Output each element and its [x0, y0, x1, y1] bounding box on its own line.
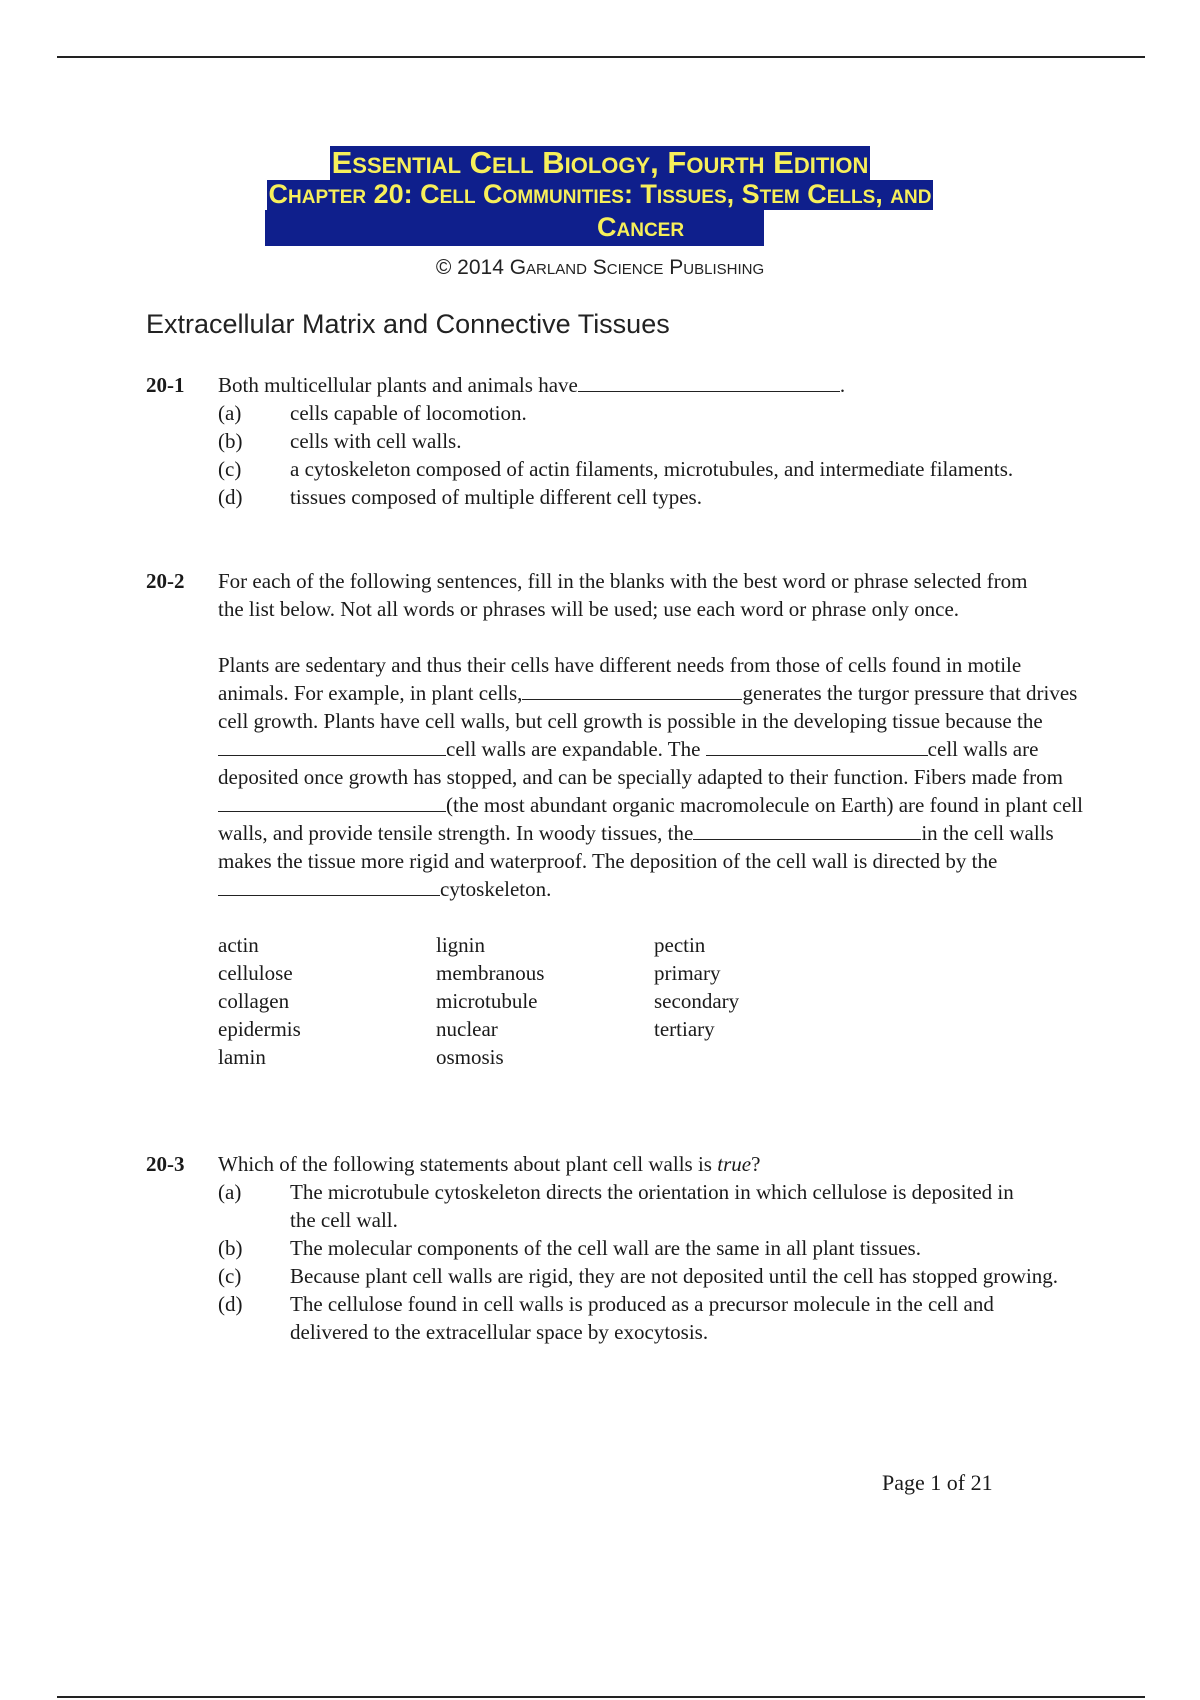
question-stem: Which of the following statements about plant cell walls is true? — [218, 1152, 761, 1176]
word-bank-item: tertiary — [654, 1017, 715, 1041]
option-b: (b) cells with cell walls. — [218, 429, 462, 453]
chapter-title-line3: Cancer — [597, 211, 685, 242]
question-number: 20-3 — [146, 1152, 185, 1176]
chapter-title: Chapter 20: Cell Communities: Tissues, Stem Cells, and — [268, 179, 932, 210]
word-bank — [218, 931, 1086, 1071]
question-number: 20-2 — [146, 569, 185, 593]
question-20-3 — [146, 1150, 1086, 1346]
word-bank-item: lignin — [436, 933, 486, 957]
answer-blank[interactable] — [218, 875, 440, 896]
word-bank-item: membranous — [436, 961, 545, 985]
word-bank-item: actin — [218, 933, 259, 957]
option-a: (a) cells capable of locomotion. — [218, 401, 527, 425]
word-bank-item: cellulose — [218, 961, 293, 985]
copyright-line: © 2014 Garland Science Publishing — [435, 256, 765, 279]
word-bank-item: secondary — [654, 989, 740, 1013]
word-bank-item: osmosis — [436, 1045, 504, 1069]
bottom-rule — [57, 1696, 1145, 1698]
option-d: (d) The cellulose found in cell walls is produced as a precursor molecule in the cell and delivered to the extracellular space by exocytosis. — [218, 1292, 994, 1344]
word-bank-item: lamin — [218, 1045, 266, 1069]
question-20-1 — [146, 371, 1086, 511]
word-bank-column-1 — [218, 931, 436, 1071]
word-bank-column-2 — [436, 931, 654, 1071]
top-rule — [57, 56, 1145, 58]
answer-blank[interactable] — [706, 735, 928, 756]
title-highlight-bar — [265, 210, 764, 246]
word-bank-item: primary — [654, 961, 721, 985]
question-number: 20-1 — [146, 373, 185, 397]
word-bank-item: pectin — [654, 933, 706, 957]
chapter-title-continued — [0, 210, 1200, 246]
word-bank-item: epidermis — [218, 1017, 301, 1041]
option-a: (a) The microtubule cytoskeleton directs the orientation in which cellulose is deposited in the cell wall. — [218, 1180, 1014, 1232]
option-b: (b) The molecular components of the cell wall are the same in all plant tissues. — [218, 1236, 921, 1260]
answer-blank[interactable] — [218, 791, 446, 812]
answer-blank[interactable] — [218, 735, 446, 756]
book-title: Essential Cell Biology, Fourth Edition — [331, 145, 869, 180]
title-block — [0, 146, 1200, 246]
option-c: (c) a cytoskeleton composed of actin filaments, microtubules, and intermediate filaments. — [218, 457, 1014, 481]
page-number: Page 1 of 21 — [882, 1470, 993, 1495]
word-bank-item: microtubule — [436, 989, 538, 1013]
question-stem: Both multicellular plants and animals have . — [218, 373, 846, 397]
section-heading: Extracellular Matrix and Connective Tissues — [146, 309, 670, 339]
word-bank-item: nuclear — [436, 1017, 498, 1041]
question-instructions: For each of the following sentences, fill in the blanks with the best word or phrase selected from the list below. Not all words or phrases will be used; use each word or phrase only once. — [218, 569, 1028, 621]
answer-blank[interactable] — [578, 371, 840, 392]
option-d: (d) tissues composed of multiple different cell types. — [218, 485, 702, 509]
option-c: (c) Because plant cell walls are rigid, they are not deposited until the cell has stopped growing. — [218, 1264, 1059, 1288]
question-20-2 — [146, 567, 1086, 1071]
answer-blank[interactable] — [693, 819, 921, 840]
word-bank-item: collagen — [218, 989, 290, 1013]
answer-blank[interactable] — [522, 679, 742, 700]
word-bank-column-3 — [654, 931, 872, 1071]
fill-in-paragraph: Plants are sedentary and thus their cells have different needs from those of cells found in motile animals. For example, in plant cells, generates the turgor pressure that drives cell growth. Plants have cell walls, but cell growth is possible in the developing tissue because thecell walls are expandable. The cell walls are deposited once growth has stopped, and can be specially adapted to their function. Fibers made from(the most abundant organic macromolecule on Earth) are found in plant cell walls, and provide tensile strength. In woody tissues, the in the cell walls makes the tissue more rigid and waterproof. The deposition of the cell wall is directed by the cytoskeleton. — [218, 653, 1083, 901]
